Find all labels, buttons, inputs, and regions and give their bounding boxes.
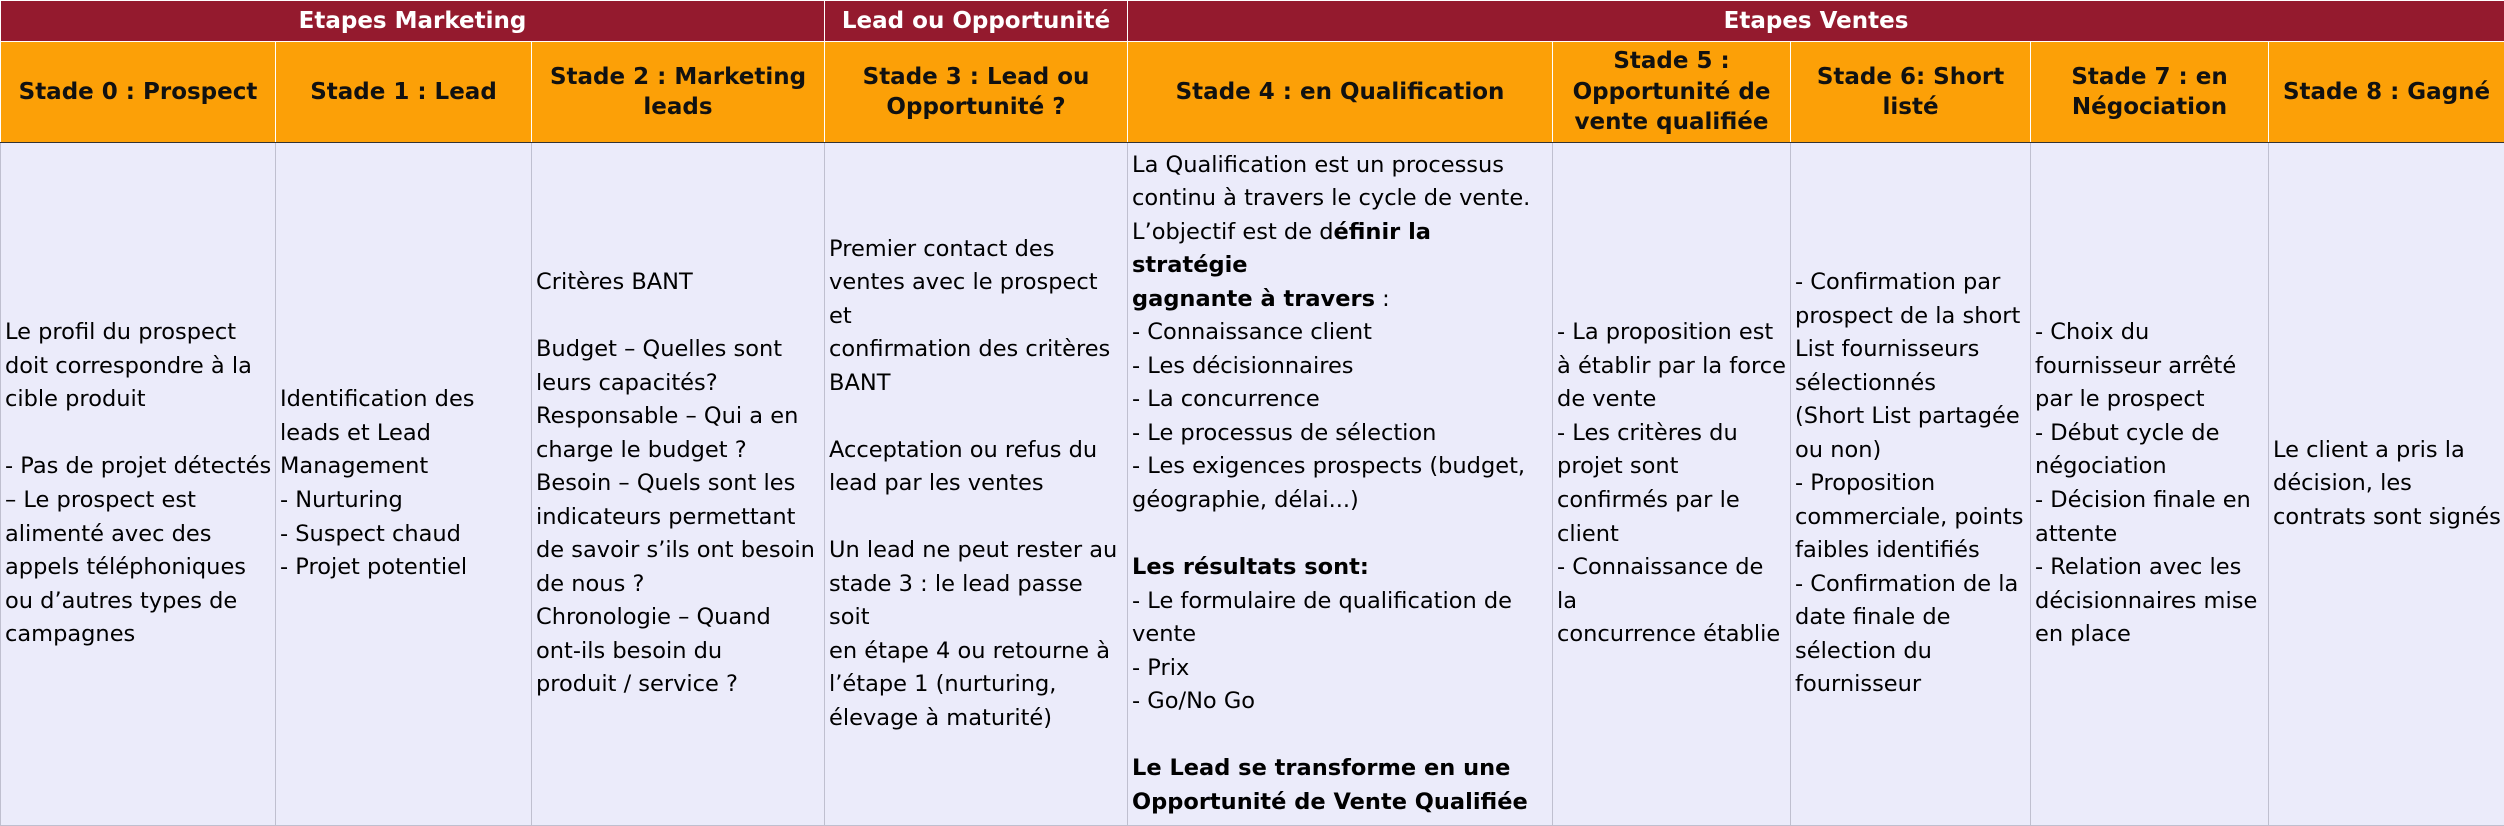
stage-title-line: Stade 0 : Prospect [18,78,258,105]
content-line [1795,367,2028,401]
text: de savoir s’ils ont besoin [536,537,815,564]
content-line [1132,685,1550,719]
content-line [829,668,1125,702]
content-line [1795,333,2028,367]
text: négociation [2035,453,2167,480]
blank-line [5,417,273,451]
phase-header-marketing: Etapes Marketing [1,1,825,42]
text: - Choix du [2035,319,2150,346]
content-line [1557,383,1788,417]
content-line [536,534,822,568]
text: fournisseur [1795,671,1922,698]
text: - Le formulaire de qualification de [1132,587,1513,614]
content-line [1795,601,2028,635]
content-line [1795,534,2028,568]
blank-line [1132,719,1550,753]
content-line [2035,518,2266,552]
text: continu à travers le cycle de vente. [1132,185,1531,212]
content-line [5,350,273,384]
stage-header-7 [2031,42,2269,143]
content-line [536,501,822,535]
text: commerciale, points [1795,503,2024,530]
stage-content-6 [1791,143,2031,826]
stage-title-line: Stade 1 : Lead [310,78,497,105]
phase-header-lead-or-opportunity: Lead ou Opportunité [825,1,1128,42]
content-line [1795,501,2028,535]
content-line [1132,484,1550,518]
content-line [1132,283,1550,317]
text: - Les exigences prospects (budget, [1132,453,1526,480]
text: prospect de la short [1795,302,2021,329]
stage-content-4 [1128,143,1553,826]
text: faibles identifiés [1795,537,1980,564]
stage-content-8 [2269,143,2504,826]
text: - Go/No Go [1132,688,1256,715]
stage-title-line: Stade 3 : Lead ou [862,63,1090,90]
content-line [1795,400,2028,434]
stage-content-1 [276,143,532,826]
content-line [1795,434,2028,468]
text: de nous ? [536,570,645,597]
text: alimenté avec des [5,520,212,547]
stage-header-3 [825,42,1128,143]
content-line [280,551,529,585]
content-line [829,635,1125,669]
content-line [5,551,273,585]
text: stade 3 : le lead passe soit [829,570,1083,631]
content-line [829,367,1125,401]
content-line [1132,350,1550,384]
content-line [1557,618,1788,652]
stage-header-row [1,42,2504,143]
content-line [280,518,529,552]
text: - Les décisionnaires [1132,352,1354,379]
text: ventes avec le prospect et [829,269,1098,329]
content-line [2273,434,2502,468]
text: Management [280,453,429,480]
text: appels téléphoniques [5,554,247,581]
content-line [1557,316,1788,350]
blank-line [536,300,822,334]
content-line [5,585,273,619]
stage-header-6 [1791,42,2031,143]
text: - Décision finale en [2035,487,2251,513]
content-line [280,417,529,451]
content-line [536,400,822,434]
stage-title-line: vente qualifiée [1574,109,1769,136]
content-line [536,434,822,468]
text: par le prospect [2035,386,2205,413]
content-line [2273,501,2502,535]
content-line [1795,668,2028,702]
content-line [1132,652,1550,686]
content-line [2035,551,2266,585]
text: confirmés par le [1557,487,1740,513]
blank-line [1132,518,1550,552]
content-line [5,383,273,417]
content-line [1132,752,1550,786]
text: Acceptation ou refus du [829,436,1098,463]
stage-title-line: Stade 5 : [1613,48,1730,75]
text: contrats sont signés [2273,503,2501,530]
text: Le client a pris la [2273,436,2465,463]
content-line [2035,383,2266,417]
stage-content-0 [1,143,276,826]
text: La Qualification est un processus [1132,151,1505,178]
content-line [829,534,1125,568]
content-line [536,601,822,635]
stage-content-2 [532,143,825,826]
text: ou non) [1795,436,1882,463]
content-line [1132,618,1550,652]
stage-header-2 [532,42,825,143]
stage-title-line: Stade 2 : Marketing [549,63,807,90]
text: Premier contact des [829,235,1055,262]
stage-title-line: Opportunité ? [886,94,1066,120]
text: concurrence établie [1557,621,1781,648]
text: ou d’autres types de [5,587,238,614]
content-line [1132,551,1550,585]
content-line [2035,316,2266,350]
blank-line [829,501,1125,535]
text: – Le prospect est [5,487,196,513]
text: en place [2035,621,2131,648]
stage-title-line: Opportunité de [1572,78,1771,105]
text: géographie, délai...) [1132,487,1359,513]
text: Identification des [280,386,475,413]
text: - Connaissance de la [1557,554,1764,614]
content-line [2035,585,2266,619]
text: produit / service ? [536,671,738,698]
content-line [1132,450,1550,484]
content-line [829,266,1125,333]
content-line [536,266,822,300]
stage-header-0 [1,42,276,143]
content-line [1132,182,1550,216]
stage-title-line: Négociation [2071,94,2228,120]
bold-text: Les résultats sont: [1132,554,1369,581]
text: - Confirmation par [1795,269,2001,296]
stage-title-line: Stade 8 : Gagné [2282,78,2491,105]
text: - Début cycle de [2035,419,2220,446]
stage-header-4 [1128,42,1553,143]
content-line [829,467,1125,501]
stage-title-line: Stade 4 : en Qualification [1175,78,1505,105]
text: cible produit [5,386,146,413]
text: Le profil du prospect [5,319,237,346]
content-line [5,450,273,484]
content-line [536,635,822,669]
text: date finale de [1795,604,1951,631]
text: Chronologie – Quand [536,604,771,631]
content-line [829,568,1125,635]
text: - La concurrence [1132,386,1320,413]
content-line [536,333,822,367]
content-line [829,333,1125,367]
stage-title-line: Stade 6: Short listé [1816,63,2005,120]
content-line [2035,417,2266,451]
content-line [536,568,822,602]
content-line [1557,450,1788,484]
text: Besoin – Quels sont les [536,470,796,497]
text: BANT [829,369,891,396]
text: Responsable – Qui a en [536,403,799,430]
text: projet sont [1557,453,1679,480]
bold-text: Opportunité de Vente Qualifiée [1132,788,1528,815]
text: L’objectif est de d [1132,218,1334,245]
bold-text: gagnante à travers [1132,285,1375,312]
content-line [536,367,822,401]
content-line [280,484,529,518]
content-line [2273,467,2502,501]
content-line [1132,216,1550,283]
text: ont-ils besoin du [536,637,723,664]
text: - Pas de projet détectés [5,453,272,480]
content-line [2035,618,2266,652]
text: sélection du [1795,637,1932,664]
blank-line [829,400,1125,434]
text: doit correspondre à la [5,352,252,379]
stage-content-7 [2031,143,2269,826]
text: de vente [1557,386,1657,413]
content-line [1132,417,1550,451]
content-line [1132,786,1550,820]
text: charge le budget ? [536,436,747,463]
phase-header-row [1,1,2504,42]
content-line [536,668,822,702]
content-line [5,618,273,652]
text: fournisseur arrêté [2035,352,2237,379]
content-line [1795,467,2028,501]
text: élevage à maturité) [829,704,1053,731]
text: - Prix [1132,654,1190,681]
text: - Le processus de sélection [1132,419,1437,446]
content-line [5,316,273,350]
text: confirmation des critères [829,336,1111,363]
stage-content-row [1,143,2504,826]
text: Budget – Quelles sont [536,336,783,363]
text: vente [1132,621,1197,648]
text: - Confirmation de la [1795,570,2019,597]
content-line [829,233,1125,267]
content-line [280,383,529,417]
content-line [1132,383,1550,417]
content-line [1795,300,2028,334]
content-line [1795,266,2028,300]
content-line [2035,350,2266,384]
content-line [536,467,822,501]
text: Un lead ne peut rester au [829,537,1118,564]
text: décision, les [2273,470,2412,497]
text: à établir par la force [1557,352,1786,379]
text: décisionnaires mise [2035,587,2258,614]
bold-text: éfinir la stratégie [1132,218,1431,279]
phase-header-sales: Etapes Ventes [1128,1,2504,42]
content-line [1557,518,1788,552]
bold-text: Le Lead se transforme en une [1132,755,1511,782]
content-line [1132,316,1550,350]
text: - La proposition est [1557,319,1774,346]
text: - Proposition [1795,470,1936,497]
text: - Les critères du [1557,419,1738,446]
text: indicateurs permettant [536,503,796,530]
stage-title-line: Stade 7 : en [2071,63,2228,90]
content-line [1557,417,1788,451]
content-line [280,450,529,484]
content-line [1132,149,1550,183]
text: client [1557,520,1619,547]
text: campagnes [5,621,136,648]
content-line [2035,450,2266,484]
text: attente [2035,520,2118,547]
stage-header-5 [1553,42,1791,143]
text: List fournisseurs [1795,336,1980,363]
stage-title-line: leads [643,94,713,120]
content-line [1557,350,1788,384]
content-line [2035,484,2266,518]
text: : [1374,285,1390,312]
text: (Short List partagée [1795,403,2020,430]
text: leads et Lead [280,419,431,446]
text: sélectionnés [1795,369,1936,396]
text: - Relation avec les [2035,554,2242,581]
content-line [829,434,1125,468]
stage-header-8 [2269,42,2504,143]
text: - Projet potentiel [280,554,468,581]
text: - Nurturing [280,487,403,513]
content-line [1557,484,1788,518]
text: - Suspect chaud [280,520,461,547]
stage-content-5 [1553,143,1791,826]
text: en étape 4 ou retourne à [829,637,1111,664]
content-line [5,484,273,518]
text: l’étape 1 (nurturing, [829,671,1057,698]
stage-content-3 [825,143,1128,826]
stage-header-1 [276,42,532,143]
content-line [829,702,1125,736]
text: leurs capacités? [536,369,718,396]
content-line [1557,551,1788,618]
text: - Connaissance client [1132,319,1372,346]
text: lead par les ventes [829,470,1044,497]
content-line [1132,585,1550,619]
text: Critères BANT [536,269,693,296]
content-line [1795,568,2028,602]
content-line [5,518,273,552]
content-line [1795,635,2028,669]
